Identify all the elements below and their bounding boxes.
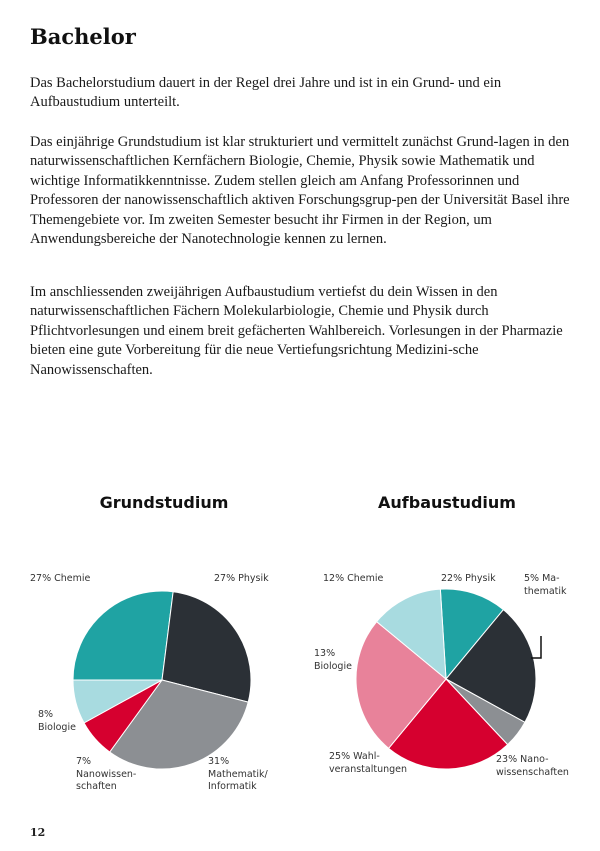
label-a-biologie: 13% Biologie <box>314 648 352 672</box>
chart-title-grundstudium: Grundstudium <box>99 493 229 512</box>
label-g-physik: 27% Physik <box>214 573 269 584</box>
grundstudium-slice-chemie <box>73 591 173 680</box>
label-a-chemie: 12% Chemie <box>323 573 384 584</box>
paragraph-aufbaustudium: Im anschliessenden zweijährigen Aufbaustudium vertiefst du dein Wissen in den naturwissenschaftlichen Fächern Molekularbiologie, Chemie und Physik durch Pflichtvorlesungen und einem breit gefächerten Wahlbereich. Vorlesungen in der Pharmazie bieten eine gute Vorbereitung für die neue Vertiefungsrichtung Medizini-sche Nanowissenschaften. <box>30 284 563 378</box>
label-g-biologie: 8% Biologie <box>38 709 76 733</box>
page-heading: Bachelor <box>30 24 136 49</box>
label-a-physik: 22% Physik <box>441 573 496 584</box>
paragraph-intro: Das Bachelorstudium dauert in der Regel drei Jahre und ist in ein Grund- und ein Aufbaustudium unterteilt. <box>30 75 502 111</box>
label-g-mathematik: 31% Mathematik/ Informatik <box>208 756 268 792</box>
page-number: 12 <box>30 826 46 839</box>
label-a-wahl: 25% Wahl-veranstaltungen <box>329 751 408 775</box>
label-a-nano: 23% Nano-wissenschaften <box>496 754 569 778</box>
pie-grundstudium <box>73 591 251 769</box>
label-a-mathematik: 5% Ma-thematik <box>524 573 567 597</box>
pie-aufbaustudium <box>356 589 536 769</box>
chart-title-aufbaustudium: Aufbaustudium <box>378 493 516 512</box>
label-g-nano: 7% Nanowissen-schaften <box>76 756 137 792</box>
label-g-chemie: 27% Chemie <box>30 573 91 584</box>
paragraph-grundstudium: Das einjährige Grundstudium ist klar strukturiert und vermittelt zunächst Grund-lagen in den naturwissenschaftlichen Kernfächern Biologie, Chemie, Physik sowie Mathematik und wichtige Informatikkenntnisse. Zudem stellen gleich am Anfang Professorinnen und Professoren der nanowissenschaftlich aktiven Forschungsgrup-pen der Universität Basel ihre Themengebiete vor. Im zweiten Semester besucht ihr Firmen in der Region, um Anwendungsbereiche der Nanotechnologie kennen zu lernen. <box>30 134 570 248</box>
